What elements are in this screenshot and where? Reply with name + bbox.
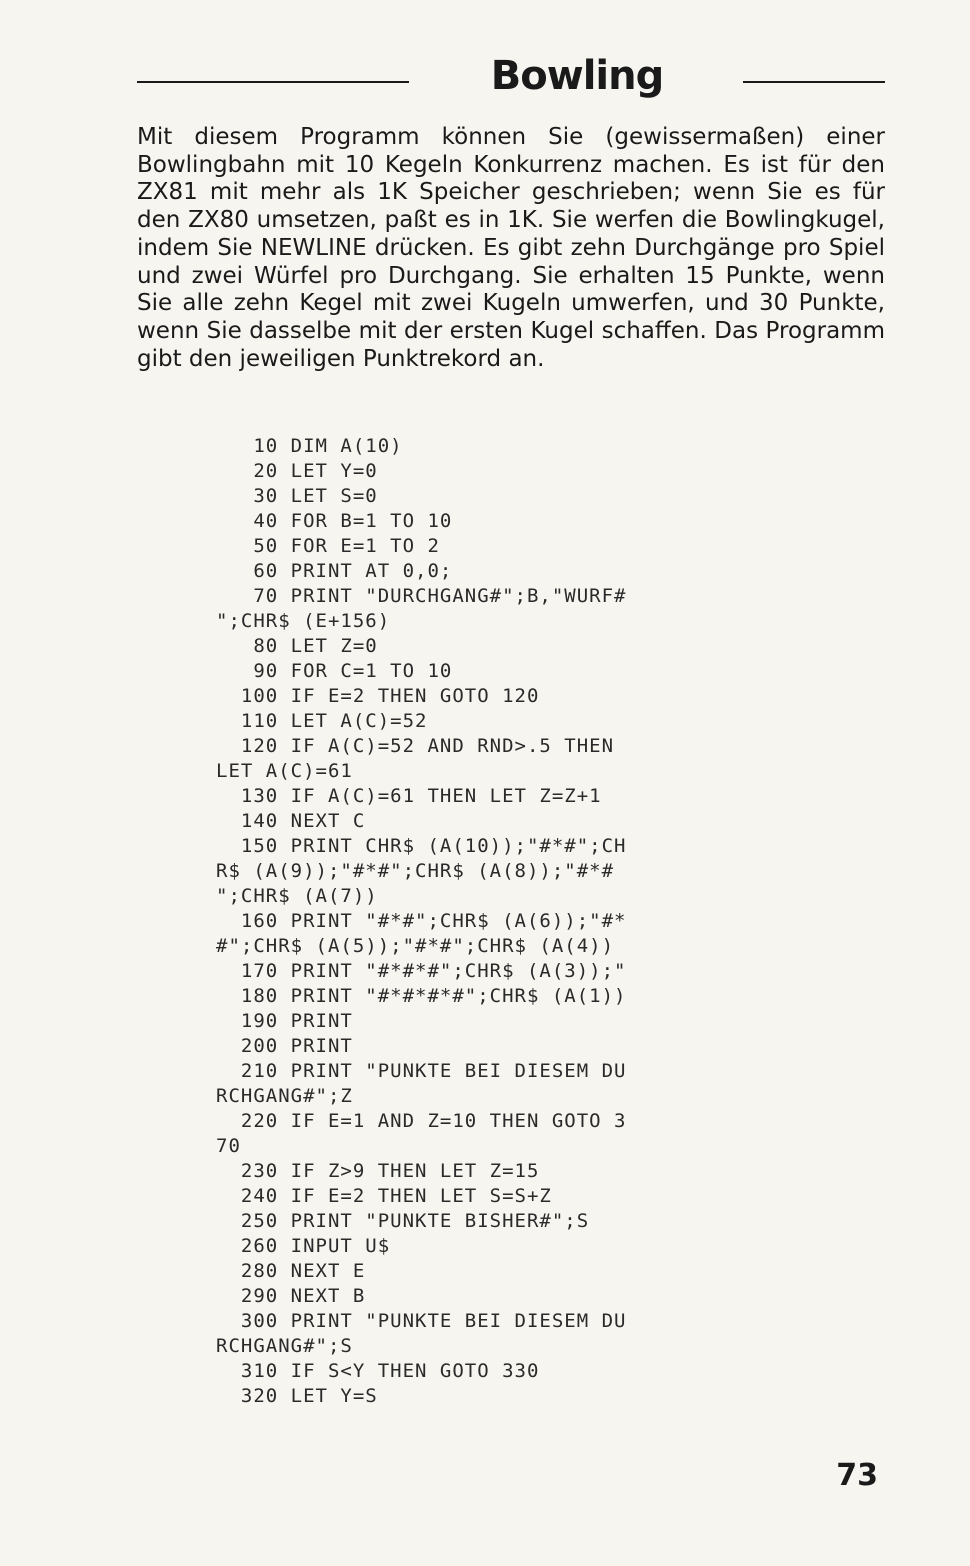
code-line: 80 LET Z=0 bbox=[216, 635, 378, 657]
code-line: 320 LET Y=S bbox=[216, 1385, 378, 1407]
title-row bbox=[137, 50, 885, 102]
code-line: 20 LET Y=0 bbox=[216, 460, 378, 482]
code-line: 160 PRINT "#*#";CHR$ (A(6));"#* bbox=[216, 910, 627, 932]
code-line: 200 PRINT bbox=[216, 1035, 353, 1057]
code-line: 70 bbox=[216, 1135, 241, 1157]
code-line: 310 IF S<Y THEN GOTO 330 bbox=[216, 1360, 540, 1382]
code-line: 130 IF A(C)=61 THEN LET Z=Z+1 bbox=[216, 785, 602, 807]
code-line: ";CHR$ (E+156) bbox=[216, 610, 391, 632]
code-line: 250 PRINT "PUNKTE BISHER#";S bbox=[216, 1210, 590, 1232]
code-line: 210 PRINT "PUNKTE BEI DIESEM DU bbox=[216, 1060, 627, 1082]
code-line: 10 DIM A(10) bbox=[216, 435, 403, 457]
page-title: Bowling bbox=[490, 53, 664, 99]
code-line: 50 FOR E=1 TO 2 bbox=[216, 535, 440, 557]
code-line: 110 LET A(C)=52 bbox=[216, 710, 428, 732]
page-number: 73 bbox=[836, 1458, 878, 1493]
code-line: LET A(C)=61 bbox=[216, 760, 353, 782]
code-line: 120 IF A(C)=52 AND RND>.5 THEN bbox=[216, 735, 615, 757]
code-line: RCHGANG#";Z bbox=[216, 1085, 353, 1107]
code-line: 290 NEXT B bbox=[216, 1285, 366, 1307]
code-line: 240 IF E=2 THEN LET S=S+Z bbox=[216, 1185, 552, 1207]
code-line: 260 INPUT U$ bbox=[216, 1235, 391, 1257]
title-rule-right bbox=[743, 81, 885, 83]
code-line: 230 IF Z>9 THEN LET Z=15 bbox=[216, 1160, 540, 1182]
code-line: 220 IF E=1 AND Z=10 THEN GOTO 3 bbox=[216, 1110, 627, 1132]
code-line: RCHGANG#";S bbox=[216, 1335, 353, 1357]
intro-paragraph: Mit diesem Programm können Sie (gewissermaßen) einer Bowlingbahn mit 10 Kegeln Konkurrenz machen. Es ist für den ZX81 mit mehr als 1K Speicher geschrieben; wenn Sie es für den ZX80 umsetzen, paßt es in 1K. Sie werfen die Bowlingkugel, indem Sie NEWLINE drücken. Es gibt zehn Durchgänge pro Spiel und zwei Würfel pro Durchgang. Sie erhalten 15 Punkte, wenn Sie alle zehn Kegel mit zwei Kugeln umwerfen, und 30 Punkte, wenn Sie dasselbe mit der ersten Kugel schaffen. Das Programm gibt den jeweiligen Punktrekord an. bbox=[137, 124, 885, 372]
code-line: 280 NEXT E bbox=[216, 1260, 366, 1282]
program-listing bbox=[216, 434, 816, 1409]
code-line: 140 NEXT C bbox=[216, 810, 366, 832]
code-line: 60 PRINT AT 0,0; bbox=[216, 560, 453, 582]
code-line: 30 LET S=0 bbox=[216, 485, 378, 507]
code-line: 70 PRINT "DURCHGANG#";B,"WURF# bbox=[216, 585, 627, 607]
code-line: #";CHR$ (A(5));"#*#";CHR$ (A(4)) bbox=[216, 935, 615, 957]
title-rule-left bbox=[137, 81, 409, 83]
code-line: 300 PRINT "PUNKTE BEI DIESEM DU bbox=[216, 1310, 627, 1332]
code-line: ";CHR$ (A(7)) bbox=[216, 885, 378, 907]
code-line: 150 PRINT CHR$ (A(10));"#*#";CH bbox=[216, 835, 627, 857]
code-line: 180 PRINT "#*#*#*#";CHR$ (A(1)) bbox=[216, 985, 627, 1007]
code-line: 40 FOR B=1 TO 10 bbox=[216, 510, 453, 532]
code-line: R$ (A(9));"#*#";CHR$ (A(8));"#*# bbox=[216, 860, 615, 882]
code-line: 90 FOR C=1 TO 10 bbox=[216, 660, 453, 682]
code-line: 190 PRINT bbox=[216, 1010, 353, 1032]
code-line: 100 IF E=2 THEN GOTO 120 bbox=[216, 685, 540, 707]
code-line: 170 PRINT "#*#*#";CHR$ (A(3));" bbox=[216, 960, 627, 982]
